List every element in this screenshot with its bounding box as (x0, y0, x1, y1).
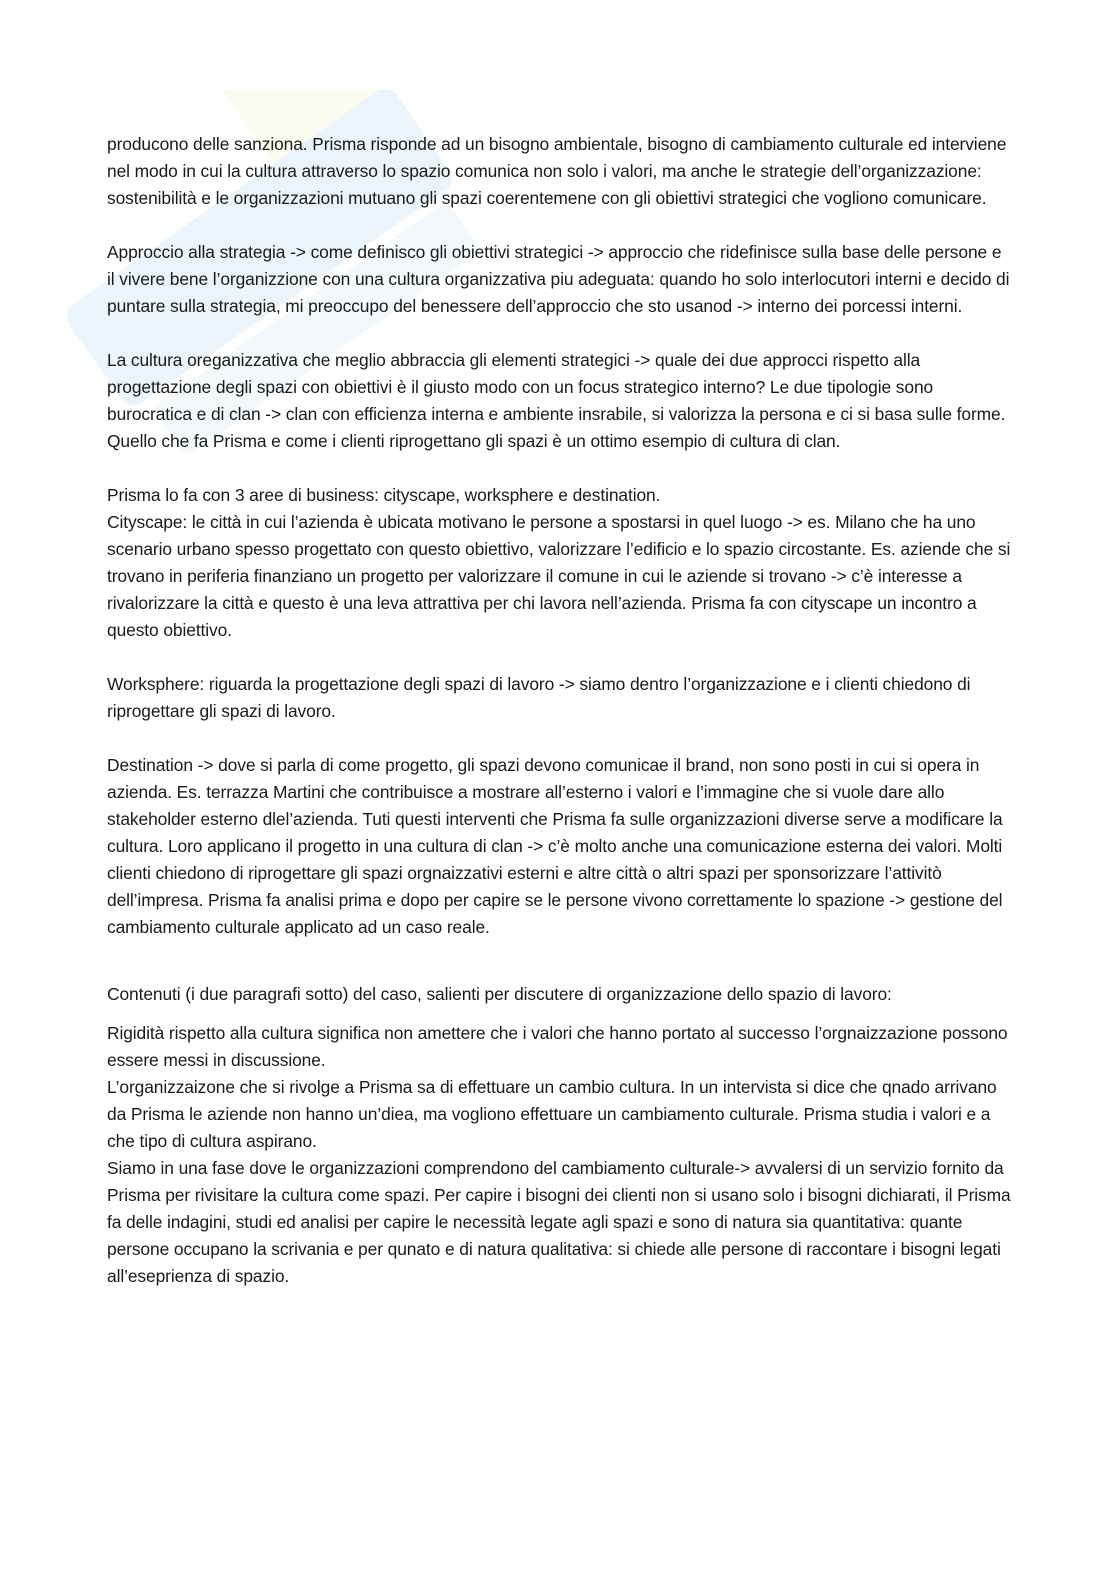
paragraph-rigidity: Rigidità rispetto alla cultura significa non amettere che i valori che hanno portato al successo l’orgnaizzazione possono essere messi in discussione. (107, 1023, 1008, 1070)
paragraph-destination: Destination -> dove si parla di come progetto, gli spazi devono comunicae il brand, non sono posti in cui si opera in azienda. Es. terrazza Martini che contribuisce a mostrare all’esterno i valori e l’immagine che si vuole dare allo stakeholder esterno dlel’azienda. Tuti questi interventi che Prisma fa sulle organizzazioni diverse serve a modificare la cultura. Loro applicano il progetto in una cultura di clan -> c’è molto anche una comunicazione esterna dei valori. Molti clienti chiedono di riprogettare gli spazi orgnaizzativi esterni e altre città o altri spazi per sponsorizzare l’attivitò dell’impresa. Prisma fa analisi prima e dopo per capire se le persone vivono correttamente lo spazione -> gestione del cambiamento culturale applicato ad un caso reale. (107, 755, 1003, 937)
paragraph-client-needs: Siamo in una fase dove le organizzazioni comprendono del cambiamento culturale-> avvalersi di un servizio fornito da Prisma per rivisitare la cultura come spazi. Per capire i bisogni dei clienti non si usano solo i bisogni dichiarati, il Prisma fa delle indagini, studi ed analisi per capire le necessità legate agli spazi e sono di natura sia quantitativa: quante persone occupano la scrivania e per qunato e di natura qualitativa: si chiede alle persone di raccontare i bisogni legati all’eseprienza di spazio. (107, 1158, 1011, 1286)
paragraph-cityscape: Cityscape: le città in cui l’azienda è ubicata motivano le persone a spostarsi in quel luogo -> es. Milano che ha uno scenario urbano spesso progettato con questo obiettivo, valorizzare l’edificio e lo spazio circostante. Es. aziende che si trovano in periferia finanziano un progetto per valorizzare il comune in cui le aziende si trovano -> c’è interesse a rivalorizzare la città e questo è una leva attrattiva per chi lavora nell’azienda. Prisma fa con cityscape un incontro a questo obiettivo. (107, 512, 1011, 640)
paragraph-organizational-culture: La cultura oreganizzativa che meglio abbraccia gli elementi strategici -> quale dei due approcci rispetto alla progettazione degli spazi con obiettivi è il giusto modo con un focus strategico interno? Le due tipologie sono burocratica e di clan -> clan con efficienza interna e ambiente insrabile, si valorizza la persona e ci si basa sulle forme. Quello che fa Prisma e come i clienti riprogettano gli spazi è un ottimo esempio di cultura di clan. (107, 350, 1006, 451)
paragraph-intro: producono delle sanziona. Prisma risponde ad un bisogno ambientale, bisogno di cambiamento culturale ed interviene nel modo in cui la cultura attraverso lo spazio comunica non solo i valori, ma anche le strategie dell’organizzazione: sostenibilità e le organizzazioni mutuano gli spazi coerentemene con gli obiettivi strategici che vogliono comunicare. (107, 134, 1007, 208)
paragraph-case-contents: Contenuti (i due paragrafi sotto) del caso, salienti per discutere di organizzazione dello spazio di lavoro: (107, 984, 892, 1004)
paragraph-worksphere: Worksphere: riguarda la progettazione degli spazi di lavoro -> siamo dentro l’organizzazione e i clienti chiedono di riprogettare gli spazi di lavoro. (107, 674, 971, 721)
paragraph-strategy-approach: Approccio alla strategia -> come definisco gli obiettivi strategici -> approccio che ridefinisce sulla base delle persone e il vivere bene l’organizzione con una cultura organizzativa piu adeguata: quando ho solo interlocutori interni e decido di puntare sulla strategia, mi preoccupo del benessere dell’approccio che sto usanod -> interno dei porcessi interni. (107, 242, 1010, 316)
document-page (107, 131, 1012, 1290)
paragraph-business-areas: Prisma lo fa con 3 aree di business: cityscape, worksphere e destination. (107, 485, 661, 505)
paragraph-culture-change: L’organizzaizone che si rivolge a Prisma sa di effettuare un cambio cultura. In un intervista si dice che qnado arrivano da Prisma le aziende non hanno un’diea, ma vogliono effettuare un cambiamento culturale. Prisma studia i valori e a che tipo di cultura aspirano. (107, 1077, 997, 1151)
